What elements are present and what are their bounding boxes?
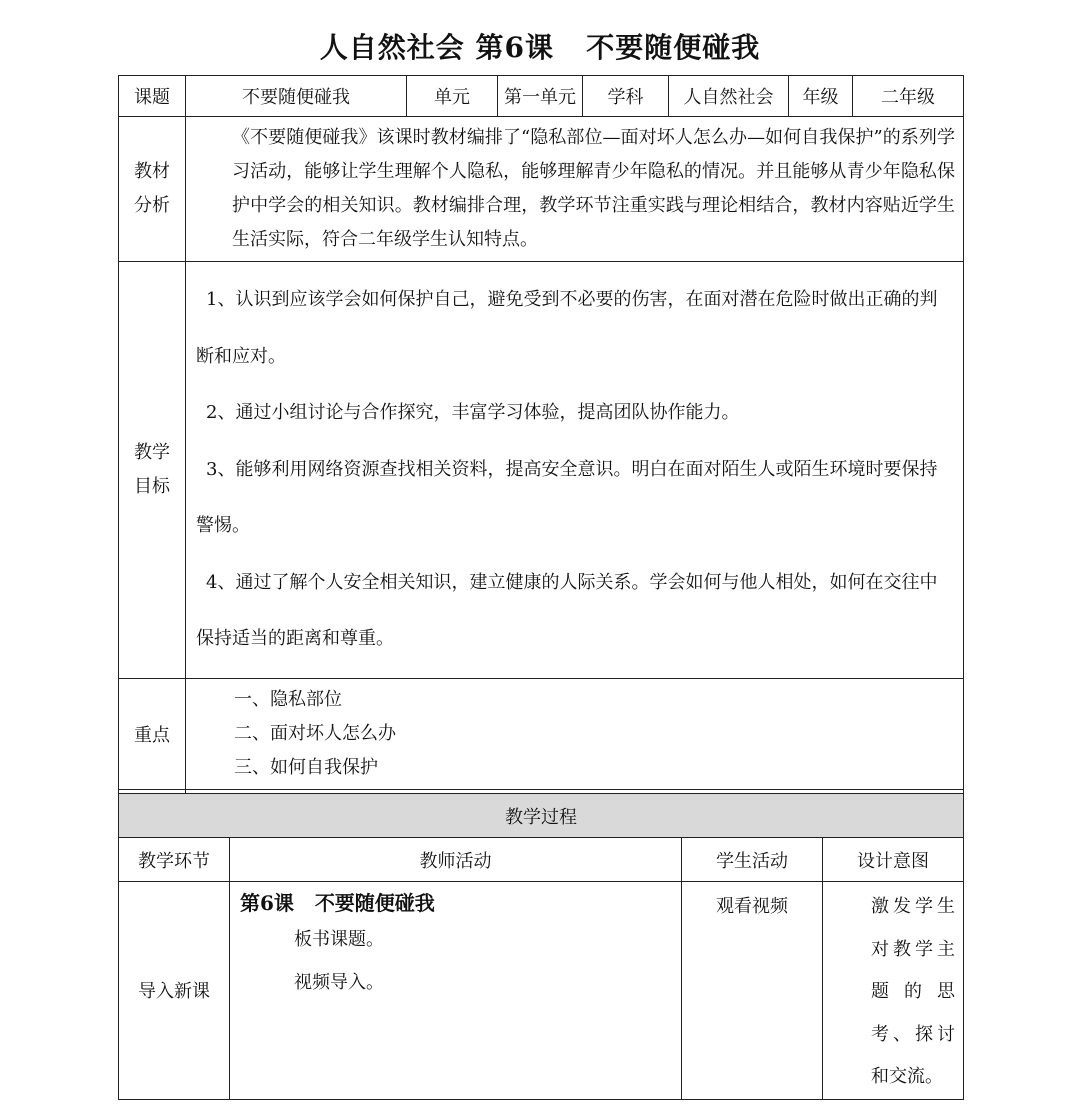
subject-value: 人自然社会: [669, 76, 789, 117]
student-activity-cell: 观看视频: [682, 882, 823, 1100]
key-point-item: 二、面对坏人怎么办: [234, 722, 396, 744]
section-cell: 导入新课: [119, 882, 230, 1100]
analysis-label: 教材 分析: [119, 117, 186, 262]
process-header-row: [119, 838, 964, 882]
grade-label: 年级: [789, 76, 853, 117]
teaching-process-table: [118, 793, 964, 1100]
key-point-item: 一、隐私部位: [234, 688, 342, 710]
key-point-item: 三、如何自我保护: [234, 756, 378, 778]
objective-item: 1、认识到应该学会如何保护自己，避免受到不必要的伤害，在面对潜在危险时做出正确的判断和应对。: [196, 289, 938, 367]
design-intent-cell: 激发学生对教学主题的思考、探讨和交流。: [823, 882, 964, 1100]
column-header-intent: 设计意图: [823, 838, 964, 882]
process-heading: 教学过程: [119, 794, 964, 838]
key-points-row: [119, 678, 964, 789]
key-points-label: 重点: [119, 678, 186, 789]
unit-value: 第一单元: [498, 76, 583, 117]
table-row: [119, 882, 964, 1100]
teacher-step: 视频导入。: [294, 972, 384, 993]
title-subject: 人自然社会: [319, 31, 465, 64]
title-lesson-no: 第6课: [475, 31, 554, 64]
column-header-student: 学生活动: [682, 838, 823, 882]
objectives-row: [119, 262, 964, 679]
analysis-text: 《不要随便碰我》该课时教材编排了“隐私部位—面对坏人怎么办—如何自我保护”的系列学习活动，能够让学生理解个人隐私，能够理解青少年隐私的情况。并且能够从青少年隐私保护中学会的相关知识。教材编排合理，教学环节注重实践与理论相结合，教材内容贴近学生生活实际，符合二年级学生认知特点。: [186, 117, 964, 262]
grade-value: 二年级: [853, 76, 964, 117]
teacher-activity-cell: [230, 882, 682, 1100]
page-title: [0, 26, 1080, 66]
topic-label: 课题: [119, 76, 186, 117]
subject-label: 学科: [583, 76, 669, 117]
objective-item: 3、能够利用网络资源查找相关资料，提高安全意识。明白在面对陌生人或陌生环境时要保持警惕。: [196, 458, 938, 536]
topic-value: 不要随便碰我: [186, 76, 407, 117]
info-row: [119, 76, 964, 117]
objective-item: 2、通过小组讨论与合作探究，丰富学习体验，提高团队协作能力。: [206, 402, 740, 423]
column-header-section: 教学环节: [119, 838, 230, 882]
lesson-heading: 第6课 不要随便碰我: [240, 891, 435, 915]
key-points-list: [186, 678, 964, 789]
objectives-label: 教学 目标: [119, 262, 186, 679]
analysis-row: [119, 117, 964, 262]
unit-label: 单元: [407, 76, 498, 117]
teacher-step: 板书课题。: [294, 929, 384, 950]
process-heading-row: [119, 794, 964, 838]
column-header-teacher: 教师活动: [230, 838, 682, 882]
objectives-list: [186, 262, 964, 679]
title-lesson-name: 不要随便碰我: [586, 31, 761, 64]
lesson-info-table: [118, 75, 964, 828]
objective-item: 4、通过了解个人安全相关知识，建立健康的人际关系。学会如何与他人相处，如何在交往中保持适当的距离和尊重。: [196, 571, 938, 649]
